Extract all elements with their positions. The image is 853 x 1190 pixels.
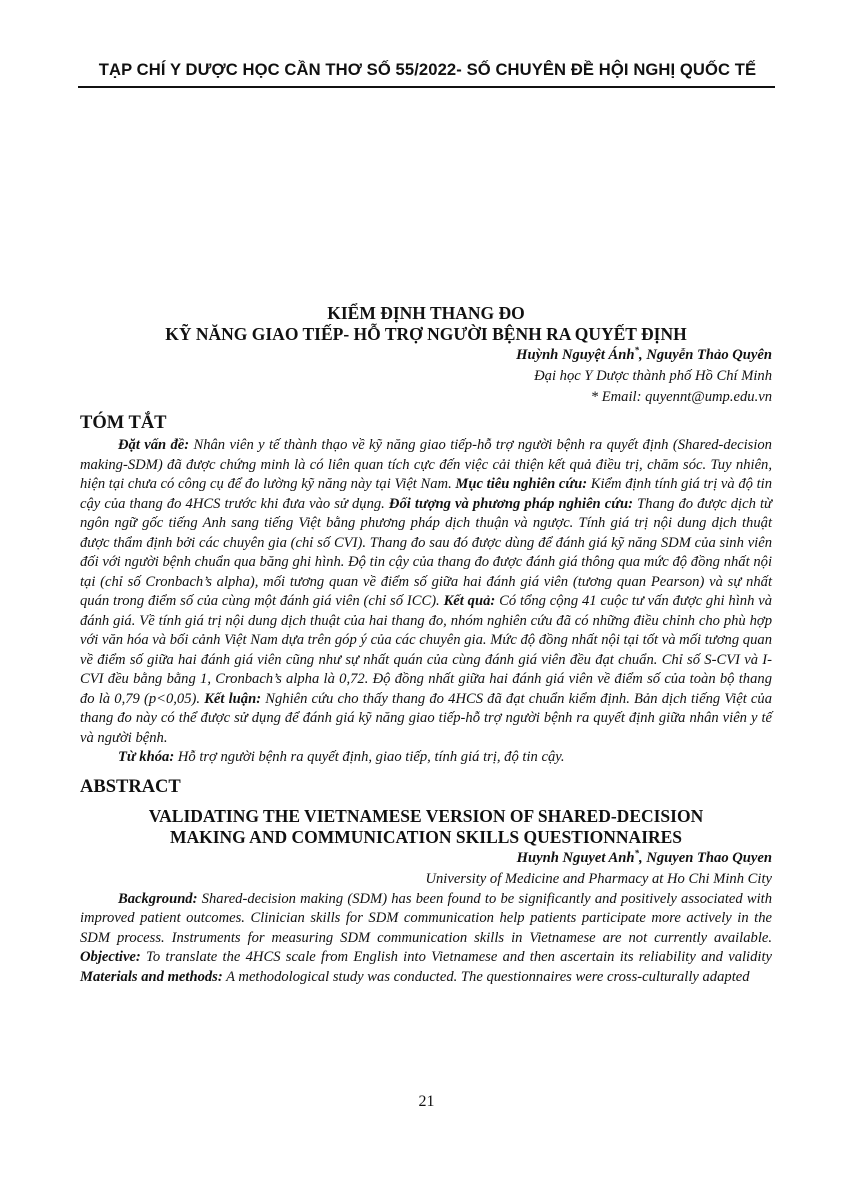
vi-methods-label: Đối tượng và phương pháp nghiên cứu: — [388, 495, 633, 512]
page-number: 21 — [418, 1093, 435, 1110]
vi-title-line-1: KIỂM ĐỊNH THANG ĐO — [327, 303, 525, 323]
vi-conclusion-label: Kết luận: — [204, 690, 262, 707]
vi-email: * Email: quyennt@ump.edu.vn — [590, 389, 772, 405]
en-title-line-1: VALIDATING THE VIETNAMESE VERSION OF SHARED-DECISION — [148, 805, 704, 826]
en-background-label: Background: — [118, 890, 198, 907]
article-body — [80, 303, 772, 987]
en-methods-text: A methodological study was conducted. The questionnaires were cross-culturally adapted — [222, 968, 750, 985]
vi-keywords-text: Hỗ trợ người bệnh ra quyết định, giao tiếp, tính giá trị, độ tin cậy. — [174, 749, 565, 765]
vi-results-label: Kết quả: — [443, 593, 496, 609]
vi-author-2: , Nguyễn Thảo Quyên — [639, 347, 772, 363]
en-author-1: Huynh Nguyet Anh — [516, 849, 635, 866]
vi-keywords-label: Từ khóa: — [118, 749, 175, 765]
vi-results-text: Có tổng cộng 41 cuộc tư vấn được ghi hình và đánh giá. Về tính giá trị nội dung dịch thuật của hai thang đo, nhóm nghiên cứu đã có những điều chỉnh cho phù hợp với văn hóa và bối cảnh Việt Nam dựa trên góp ý của các chuyên gia. Mức độ đồng nhất nội tại tốt và mối tương quan về điểm số giữa hai đánh giá viên cũng như sự nhất quán của cùng đánh giá viên đều đạt chuẩn. Chỉ số S-CVI và I-CVI đều bằng bằng 1, Cronbach’s alpha là 0,72. Độ đồng nhất giữa hai đánh giá viên về điểm số của toàn bộ thang đo là 0,79 (p<0,05). — [80, 593, 772, 707]
vi-objective-text: Kiểm định tính giá trị và độ tin cậy của thang đo 4HCS trước khi đưa vào sử dụng. — [80, 476, 773, 512]
vi-background-label: Đặt vấn đề: — [118, 437, 190, 453]
en-authors — [80, 848, 772, 869]
en-background-text: Shared-decision making (SDM) has been found to be significantly and positively associated with improved patient outcomes. Clinician skills for SDM communication help patients participate more actively in the SDM process. Instruments for measuring SDM communication skills in Vietnamese are not currently available. — [80, 890, 772, 946]
vi-objective-label: Mục tiêu nghiên cứu: — [455, 476, 588, 492]
en-objective-label: Objective: — [80, 949, 141, 965]
vi-methods-text: Thang đo được dịch từ ngôn ngữ gốc tiếng Anh sang tiếng Việt bằng phương pháp dịch thuận và ngược. Tính giá trị nội dung dịch thuật được thẩm định bởi các chuyên gia (chỉ số CVI). Thang đo sau đó được dùng để đánh giá kỹ năng SDM của sinh viên đối với người bệnh chuẩn qua băng ghi hình. Độ tin cậy của thang đo được đánh giá thông qua mức độ đồng nhất nội tại (chỉ số Cronbach’s alpha), mối tương quan về điểm số giữa hai đánh giá viên (tương quan Pearson) và sự nhất quán trong điểm số của cùng một đánh giá viên (chỉ số ICC). — [80, 495, 772, 609]
en-objective-text: To translate the 4HCS scale from English into Vietnamese and then ascertain its reliability and validity — [140, 949, 772, 965]
vi-author-mark: * — [634, 345, 640, 356]
vi-background-text: Nhân viên y tế thành thạo về kỹ năng giao tiếp-hỗ trợ người bệnh ra quyết định (Shared-decision making-SDM) đã được chứng minh là có liên quan tích cực đến việc cải thiện kết quả điều trị, chăm sóc. Tuy nhiên, hiện tại chưa có công cụ để đo lường kỹ năng này tại Việt Nam. — [80, 437, 772, 492]
vi-author-1: Huỳnh Nguyệt Ánh — [516, 347, 635, 363]
en-affiliation: University of Medicine and Pharmacy at Ho Chi Minh City — [425, 870, 772, 887]
en-author-2: , Nguyen Thao Quyen — [639, 849, 772, 866]
vi-title-line-2: KỸ NĂNG GIAO TIẾP- HỖ TRỢ NGƯỜI BỆNH RA QUYẾT ĐỊNH — [165, 324, 687, 344]
journal-header: TẠP CHÍ Y DƯỢC HỌC CẦN THƠ SỐ 55/2022- SỐ CHUYÊN ĐỀ HỘI NGHỊ QUỐC TẾ — [98, 60, 757, 79]
vi-conclusion-text: Nghiên cứu cho thấy thang đo 4HCS đã đạt chuẩn kiểm định. Bản dịch tiếng Việt của thang đo này có thể được sử dụng để đánh giá kỹ năng giao tiếp-hỗ trợ người bệnh ra quyết định giữa nhân viên y tế và người bệnh. — [80, 690, 772, 746]
vi-abstract-paragraph — [80, 436, 772, 748]
en-author-mark: * — [634, 847, 640, 858]
vi-keywords — [80, 748, 772, 768]
header-divider — [78, 86, 775, 88]
en-title-line-2: MAKING AND COMMUNICATION SKILLS QUESTIONNAIRES — [169, 826, 683, 847]
vi-affiliation: Đại học Y Dược thành phố Hồ Chí Minh — [534, 368, 772, 384]
vi-section-heading: TÓM TẮT — [80, 413, 167, 433]
en-section-heading: ABSTRACT — [80, 776, 181, 797]
en-abstract-paragraph — [80, 890, 772, 988]
vi-authors — [80, 345, 772, 366]
en-methods-label: Materials and methods: — [80, 968, 223, 985]
